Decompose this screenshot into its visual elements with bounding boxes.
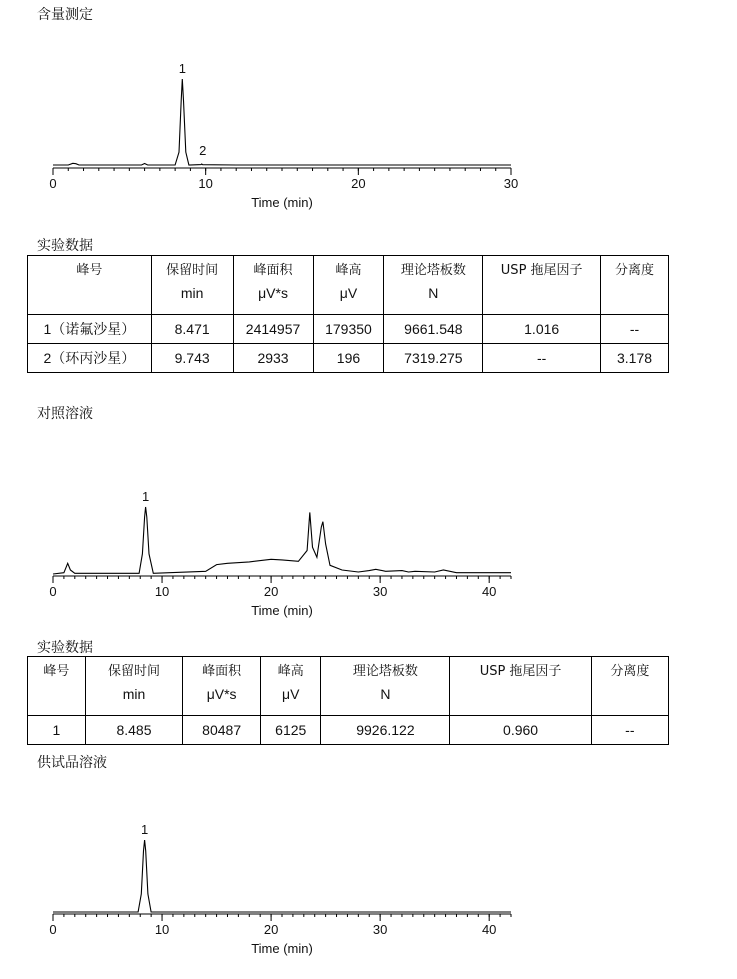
table-cell: 9.743 xyxy=(151,344,233,373)
section3-title: 供试品溶液 xyxy=(37,755,107,771)
table-cell: -- xyxy=(483,344,601,373)
table-cell: 6125 xyxy=(261,716,321,745)
section1-title: 含量测定 xyxy=(37,7,93,23)
x-tick-label: 30 xyxy=(372,922,388,937)
x-tick-label: 10 xyxy=(154,922,170,937)
column-header-label: 峰面积 xyxy=(202,664,242,679)
column-header-label: 峰号 xyxy=(43,664,70,679)
x-tick-label: 20 xyxy=(351,176,366,191)
x-tick-label: 0 xyxy=(49,584,57,599)
x-tick-label: 20 xyxy=(263,584,279,599)
peak-label: 1 xyxy=(178,61,186,76)
table-cell: 1.016 xyxy=(483,315,601,344)
x-tick-label: 0 xyxy=(49,176,57,191)
column-header-label: 峰高 xyxy=(277,664,304,679)
table-cell: 7319.275 xyxy=(384,344,483,373)
column-header-unit: μV xyxy=(339,285,358,301)
table-cell: -- xyxy=(601,315,669,344)
x-tick-label: 10 xyxy=(154,584,170,599)
column-header-unit: μV*s xyxy=(258,285,288,301)
column-header-label: 峰高 xyxy=(335,263,362,278)
table-cell: -- xyxy=(591,716,668,745)
table-cell: 2933 xyxy=(233,344,313,373)
x-tick-label: 30 xyxy=(503,176,519,191)
table-cell: 0.960 xyxy=(450,716,591,745)
chromatogram-trace xyxy=(53,840,511,912)
column-header-label: 峰号 xyxy=(76,263,103,278)
table-cell: 3.178 xyxy=(601,344,669,373)
column-header-unit: N xyxy=(380,686,391,702)
table-cell: 8.471 xyxy=(151,315,233,344)
x-tick-label: 10 xyxy=(198,176,213,191)
column-header-label: 理论塔板数 xyxy=(400,263,466,278)
table-cell: 2414957 xyxy=(233,315,313,344)
column-header-label: USP 拖尾因子 xyxy=(479,664,562,679)
table-cell: 1（诺氟沙星） xyxy=(28,315,152,344)
column-header-label: 分离度 xyxy=(615,263,655,278)
column-header-label: 分离度 xyxy=(610,664,650,679)
table-cell: 2（环丙沙星） xyxy=(28,344,152,373)
x-axis-label: Time (min) xyxy=(251,603,313,618)
x-tick-label: 30 xyxy=(372,584,388,599)
peak-label: 1 xyxy=(141,489,150,504)
column-header-unit: μV xyxy=(282,686,300,702)
column-header-label: 理论塔板数 xyxy=(352,664,418,679)
table-cell: 80487 xyxy=(183,716,261,745)
column-header-label: USP 拖尾因子 xyxy=(500,263,583,278)
table-cell: 179350 xyxy=(313,315,384,344)
x-tick-label: 20 xyxy=(263,922,279,937)
table-cell: 1 xyxy=(28,716,86,745)
column-header-unit: N xyxy=(428,285,439,301)
x-tick-label: 0 xyxy=(49,922,57,937)
section2-data-title: 实验数据 xyxy=(37,640,93,656)
column-header-label: 保留时间 xyxy=(166,263,219,278)
x-axis-label: Time (min) xyxy=(251,195,313,210)
column-header-unit: min xyxy=(122,686,146,702)
table-cell: 9926.122 xyxy=(321,716,450,745)
section2-title: 对照溶液 xyxy=(37,406,93,422)
x-tick-label: 40 xyxy=(481,922,497,937)
table-cell: 9661.548 xyxy=(384,315,483,344)
table-cell: 8.485 xyxy=(85,716,182,745)
column-header-label: 峰面积 xyxy=(253,263,293,278)
peak-label: 2 xyxy=(199,143,207,158)
x-tick-label: 40 xyxy=(481,584,497,599)
column-header-unit: μV*s xyxy=(206,686,237,702)
column-header-label: 保留时间 xyxy=(107,664,160,679)
table-cell: 196 xyxy=(313,344,384,373)
section1-data-title: 实验数据 xyxy=(37,238,93,254)
column-header-unit: min xyxy=(180,285,204,301)
peak-label: 1 xyxy=(140,822,149,837)
x-axis-label: Time (min) xyxy=(251,941,313,956)
